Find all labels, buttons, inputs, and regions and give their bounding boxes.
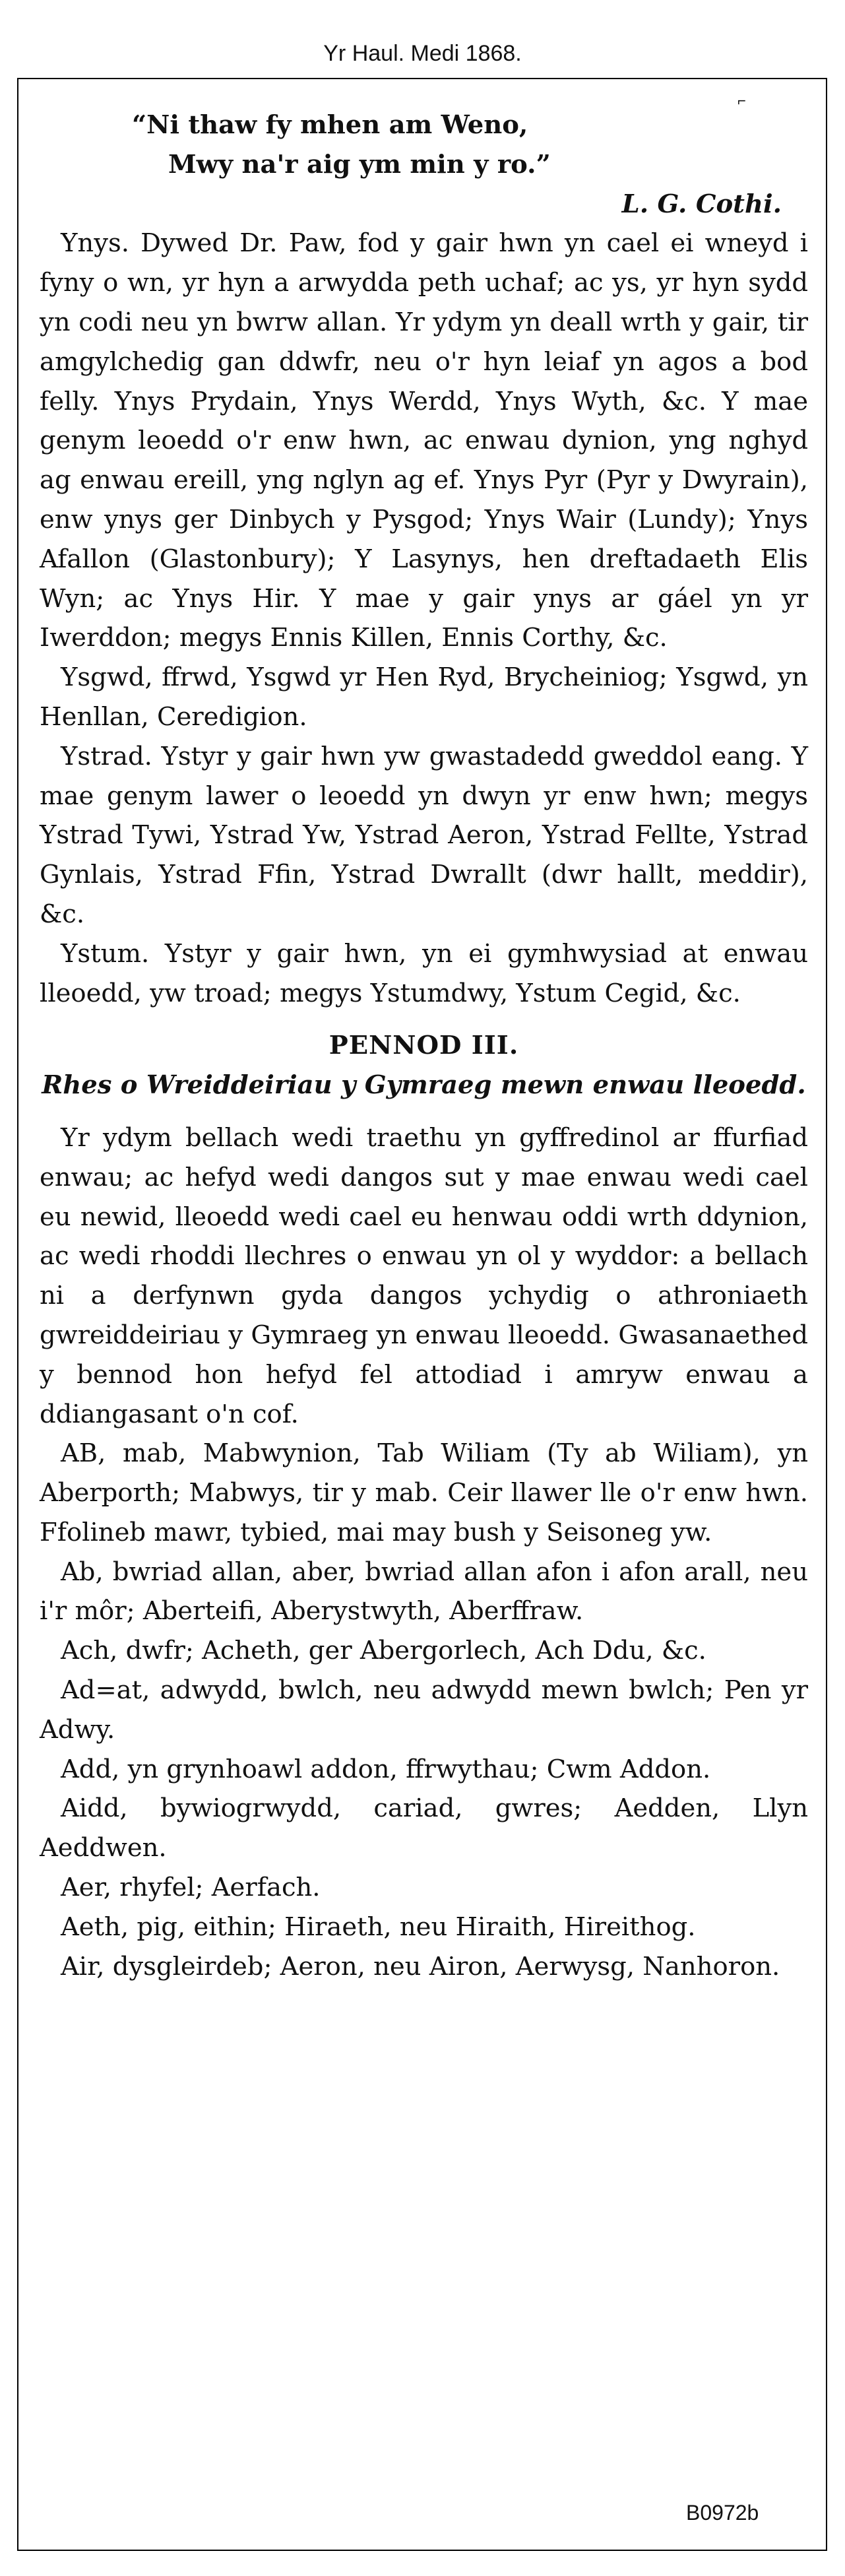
chapter-subheading: Rhes o Wreiddeiriau y Gymraeg mewn enwau lleoedd. [42, 1070, 806, 1101]
paragraph-ynys: Ynys. Dywed Dr. Paw, fod y gair hwn yn cael ei wneyd i fyny o wn, yr hyn a arwydda peth uchaf; ac ys, yr hyn sydd yn codi neu yn bwrw allan. Yr ydym yn deall wrth y gair, tir amgylchedig gan ddwfr, neu o'r hyn leiaf yn agos a bod felly. Ynys Prydain, Ynys Werdd, Ynys Wyth, &c. Y mae genym leoedd o'r enw hwn, ac enwau dynion, yng nghyd ag enwau ereill, yng nglyn ag ef. Ynys Pyr (Pyr y Dwyrain), enw ynys ger Dinbych y Pysgod; Ynys Wair (Lundy); Ynys Afallon (Glastonbury); Y Lasynys, hen dreftadaeth Elis Wyn; ac Ynys Hir. Y mae y gair ynys ar gáel yn yr Iwerddon; megys Ennis Killen, Ennis Corthy, &c. [40, 228, 808, 653]
entry-intro: Yr ydym bellach wedi traethu yn gyffredinol ar ffurfiad enwau; ac hefyd wedi dangos sut y mae enwau wedi cael eu newid, lleoedd wedi cael eu henwau oddi wrth ddynion, ac wedi rhoddi llechres o enwau yn ol y wyddor: a bellach ni a derfynwn gyda dangos ychydig o athroniaeth gwreiddeiriau y Gymraeg yn enwau lleoedd. Gwasanaethed y bennod hon hefyd fel attodiad i amryw enwau a ddiangasant o'n cof. [40, 1122, 808, 1429]
epigraph-line-2: Mwy na'r aig ym min y ro.” [168, 149, 551, 179]
corner-mark: ⌐ [737, 92, 746, 109]
chapter-heading: PENNOD III. [329, 1031, 519, 1061]
entry-ad: Ad=at, adwydd, bwlch, neu adwydd mewn bwlch; Pen yr Adwy. [40, 1675, 808, 1745]
page-header-caption: Yr Haul. Medi 1868. [323, 41, 522, 66]
epigraph [40, 106, 808, 224]
entry-aer: Aer, rhyfel; Aerfach. [61, 1873, 321, 1903]
newspaper-column [40, 106, 808, 1986]
paragraph-ystum: Ystum. Ystyr y gair hwn, yn ei gymhwysiad at enwau lleoedd, yw troad; megys Ystumdwy, Ystum Cegid, &c. [40, 938, 808, 1008]
entry-air: Air, dysgleirdeb; Aeron, neu Airon, Aerwysg, Nanhoron. [61, 1951, 780, 1981]
spacer [40, 1013, 808, 1026]
epigraph-attribution: L. G. Cothi. [621, 189, 782, 219]
entry-ach: Ach, dwfr; Acheth, ger Abergorlech, Ach Ddu, &c. [61, 1636, 706, 1666]
entry-ab: Ab, bwriad allan, aber, bwriad allan afon i afon arall, neu i'r môr; Aberteifi, Aberystwyth, Aberffraw. [40, 1557, 808, 1626]
paragraph-ystrad: Ystrad. Ystyr y gair hwn yw gwastadedd gweddol eang. Y mae genym lawer o leoedd yn dwyn yr enw hwn; megys Ystrad Tywi, Ystrad Yw, Ystrad Aeron, Ystrad Fellte, Ystrad Gynlais, Ystrad Ffin, Ystrad Dwrallt (dwr hallt, meddir), &c. [40, 741, 808, 929]
entry-aeth: Aeth, pig, eithin; Hiraeth, neu Hiraith, Hireithog. [61, 1912, 696, 1942]
archive-code: B0972b [686, 2501, 759, 2525]
entry-ab-mab: AB, mab, Mabwynion, Tab Wiliam (Ty ab Wiliam), yn Aberporth; Mabwys, tir y mab. Ceir llawer lle o'r enw hwn. Ffolineb mawr, tybied, mai may bush y Seisoneg yw. [40, 1438, 808, 1547]
entry-add: Add, yn grynhoawl addon, ffrwythau; Cwm Addon. [61, 1754, 711, 1784]
spacer [40, 1105, 808, 1118]
paragraph-ysgwd: Ysgwd, ffrwd, Ysgwd yr Hen Ryd, Brycheiniog; Ysgwd, yn Henllan, Ceredigion. [40, 662, 808, 732]
epigraph-line-1: “Ni thaw fy mhen am Weno, [132, 110, 528, 140]
entry-aidd: Aidd, bywiogrwydd, cariad, gwres; Aedden, Llyn Aeddwen. [40, 1793, 808, 1863]
